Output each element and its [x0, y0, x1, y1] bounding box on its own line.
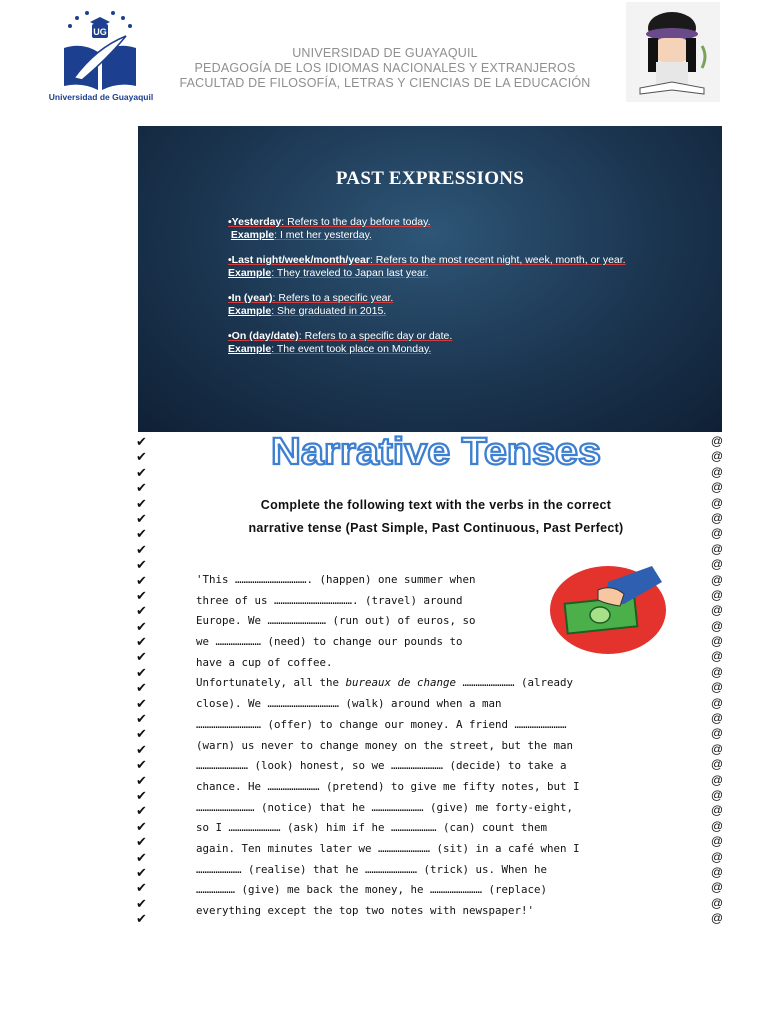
header-line-program: PEDAGOGÍA DE LOS IDIOMAS NACIONALES Y EXTRANJEROS [194, 61, 576, 75]
left-checkmark-border [136, 434, 154, 926]
swirl-icon: @ [710, 864, 724, 879]
swirl-icon: @ [710, 834, 724, 849]
swirl-icon: @ [710, 911, 724, 926]
checkmark-icon: ✔ [136, 680, 147, 696]
header-line-university: UNIVERSIDAD DE GUAYAQUIL [292, 46, 478, 60]
expression-definition: : Refers to the most recent night, week, month, or year. [369, 254, 626, 266]
swirl-icon: @ [710, 526, 724, 541]
checkmark-icon: ✔ [136, 557, 147, 573]
exercise-line: Europe. We ……………………… (run out) of euros, so [196, 614, 476, 628]
exercise-line: again. Ten minutes later we …………………… (sit) in a café when I [196, 841, 580, 855]
expression-term: •In (year) [228, 292, 273, 304]
checkmark-icon: ✔ [136, 634, 147, 650]
checkmark-icon: ✔ [136, 818, 147, 834]
checkmark-icon: ✔ [136, 480, 147, 496]
swirl-icon: @ [710, 618, 724, 633]
svg-text:UG: UG [93, 27, 107, 37]
swirl-icon: @ [710, 480, 724, 495]
exercise-line: we ………………… (need) to change our pounds to [196, 635, 463, 649]
expression-term: •On (day/date) [228, 330, 299, 342]
example-text: : She graduated in 2015. [271, 305, 387, 317]
swirl-icon: @ [710, 541, 724, 556]
swirl-icon: @ [710, 787, 724, 802]
checkmark-icon: ✔ [136, 541, 147, 557]
university-logo [52, 8, 148, 104]
instruction-text [196, 494, 676, 540]
example-text: : The event took place on Monday. [271, 343, 432, 355]
swirl-icon: @ [710, 510, 724, 525]
worksheet-title-text: Narrative Tenses [271, 432, 601, 472]
example-text: : They traveled to Japan last year. [271, 267, 429, 279]
swirl-icon: @ [710, 464, 724, 479]
instruction-line: Complete the following text with the verbs in the correct [260, 498, 612, 512]
logo-caption: Universidad de Guayaquil [48, 92, 154, 102]
checkmark-icon: ✔ [136, 864, 147, 880]
checkmark-icon: ✔ [136, 526, 147, 542]
exercise-line: three of us ………………………………. (travel) around [196, 593, 463, 607]
worksheet-title [266, 432, 606, 472]
swirl-icon: @ [710, 695, 724, 710]
exercise-line: Unfortunately, all the bureaux de change …………………… (already [196, 676, 574, 690]
exercise-line: ……………………… (notice) that he …………………… (give) me forty-eight, [196, 800, 574, 814]
exercise-line: ………………………… (offer) to change our money. A friend …………………… [196, 717, 567, 731]
example-label: Example [228, 267, 272, 279]
checkmark-icon: ✔ [136, 618, 147, 634]
expression-definition: : Refers to a specific year. [272, 292, 394, 304]
instruction-line: narrative tense (Past Simple, Past Continuous, Past Perfect) [248, 521, 624, 535]
checkmark-icon: ✔ [136, 741, 147, 757]
swirl-icon: @ [710, 434, 724, 448]
swirl-icon: @ [710, 495, 724, 510]
checkmark-icon: ✔ [136, 510, 147, 526]
swirl-icon: @ [710, 649, 724, 664]
swirl-icon: @ [710, 818, 724, 833]
exercise-line: ………………… (realise) that he …………………… (trick) us. When he [196, 862, 548, 876]
example-label: Example [230, 229, 275, 241]
checkmark-icon: ✔ [136, 757, 147, 773]
checkmark-icon: ✔ [136, 587, 147, 603]
checkmark-icon: ✔ [136, 464, 147, 480]
swirl-icon: @ [710, 895, 724, 910]
exercise-line: 'This ……………………………. (happen) one summer when [196, 573, 476, 586]
checkmark-icon: ✔ [136, 495, 147, 511]
expression-definition: : Refers to a specific day or date. [298, 330, 453, 342]
exercise-line: ……………… (give) me back the money, he …………………… (replace) [196, 883, 548, 897]
swirl-icon: @ [710, 664, 724, 679]
exercise-line: chance. He …………………… (pretend) to give me fifty notes, but I [196, 779, 580, 793]
expression-item [228, 216, 633, 242]
slide-body [228, 216, 633, 368]
swirl-icon: @ [710, 803, 724, 818]
exercise-line: (warn) us never to change money on the street, but the man [196, 738, 574, 752]
checkmark-icon: ✔ [136, 834, 147, 850]
checkmark-icon: ✔ [136, 603, 147, 619]
swirl-icon: @ [710, 634, 724, 649]
checkmark-icon: ✔ [136, 434, 147, 449]
exercise-line: so I …………………… (ask) him if he ………………… (can) count them [196, 821, 548, 835]
checkmark-icon: ✔ [136, 449, 147, 465]
swirl-icon: @ [710, 680, 724, 695]
swirl-icon: @ [710, 880, 724, 895]
checkmark-icon: ✔ [136, 880, 147, 896]
swirl-icon: @ [710, 741, 724, 756]
swirl-icon: @ [710, 757, 724, 772]
checkmark-icon: ✔ [136, 572, 147, 588]
expression-item [228, 330, 633, 356]
checkmark-icon: ✔ [136, 772, 147, 788]
swirl-icon: @ [710, 587, 724, 602]
example-text: : I met her yesterday. [274, 229, 372, 241]
swirl-icon: @ [710, 711, 724, 726]
expression-term: •Last night/week/month/year [228, 254, 370, 266]
swirl-icon: @ [710, 572, 724, 587]
institution-header [160, 46, 610, 91]
checkmark-icon: ✔ [136, 787, 147, 803]
exercise-line: close). We …………………………… (walk) around when a man [196, 697, 502, 711]
exercise-line: have a cup of coffee. [196, 655, 333, 669]
expression-item [228, 292, 633, 318]
exercise-line: everything except the top two notes with newspaper!' [196, 904, 535, 917]
exercise-text [196, 570, 668, 922]
example-label: Example [228, 305, 272, 317]
swirl-icon: @ [710, 726, 724, 741]
exercise-line: …………………… (look) honest, so we …………………… (decide) to take a [196, 759, 567, 773]
checkmark-icon: ✔ [136, 803, 147, 819]
swirl-icon: @ [710, 557, 724, 572]
checkmark-icon: ✔ [136, 695, 147, 711]
expression-term: •Yesterday [228, 216, 282, 228]
past-expressions-slide [138, 126, 722, 432]
swirl-icon: @ [710, 849, 724, 864]
swirl-icon: @ [710, 603, 724, 618]
faculty-mascot-image [626, 2, 720, 102]
checkmark-icon: ✔ [136, 711, 147, 727]
narrative-tenses-worksheet [136, 432, 724, 928]
checkmark-icon: ✔ [136, 649, 147, 665]
header-line-faculty: FACULTAD DE FILOSOFÍA, LETRAS Y CIENCIAS DE LA EDUCACIÓN [179, 76, 591, 90]
checkmark-icon: ✔ [136, 664, 147, 680]
checkmark-icon: ✔ [136, 895, 147, 911]
slide-title: PAST EXPRESSIONS [335, 168, 525, 189]
expression-item [228, 254, 633, 280]
swirl-icon: @ [710, 772, 724, 787]
expression-definition: : Refers to the day before today. [281, 216, 431, 228]
checkmark-icon: ✔ [136, 849, 147, 865]
checkmark-icon: ✔ [136, 726, 147, 742]
example-label: Example [228, 343, 272, 355]
right-swirl-border [710, 434, 724, 926]
swirl-icon: @ [710, 449, 724, 464]
checkmark-icon: ✔ [136, 911, 147, 927]
